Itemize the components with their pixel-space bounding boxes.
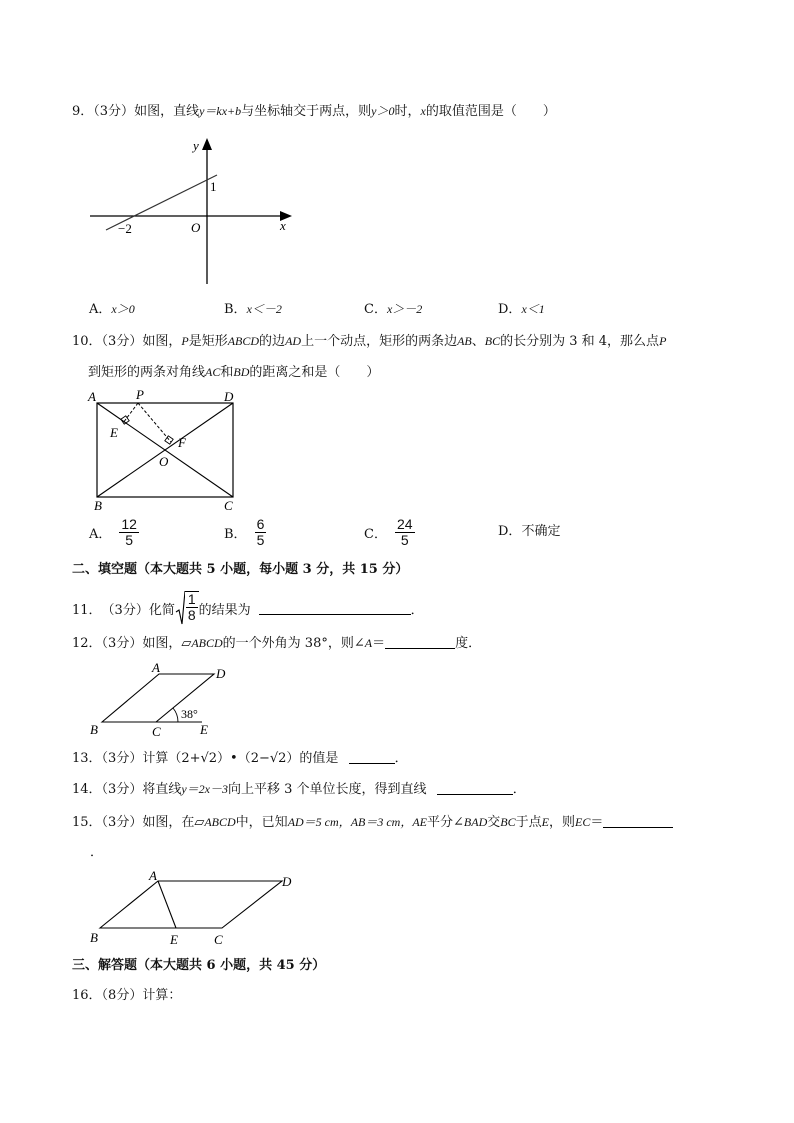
q14-answer-blank[interactable]: [437, 782, 513, 795]
question-score: （3分）: [101, 815, 143, 830]
section3-title: 三、解答题（本大题共 6 小题，共 45 分）: [72, 958, 326, 973]
point-e: E: [110, 425, 118, 440]
question-score: （3分）: [101, 782, 143, 797]
question-number: 12．: [72, 636, 102, 651]
y-axis-label: y: [193, 138, 199, 153]
question-number: 14．: [72, 782, 102, 797]
q12-stem: 12．（3分）如图，▱ABCD的一个外角为 38°，则∠A＝ 度．: [72, 636, 482, 651]
vertex-b: B: [90, 930, 98, 945]
q11-answer-blank[interactable]: [259, 602, 411, 615]
question-score: （3分）: [93, 104, 135, 119]
vertex-b: B: [90, 722, 98, 737]
vertex-a: A: [149, 868, 157, 883]
angle-label: 38°: [181, 707, 198, 721]
q11-stem: 11． （3分） 化简 $\frac{1}{8}$ 的结果为 ．: [72, 590, 424, 626]
vertex-a: A: [88, 389, 96, 404]
q10-option-d[interactable]: D．不确定: [498, 524, 561, 539]
section2-title: 二、填空题（本大题共 5 小题，每小题 3 分，共 15 分）: [72, 562, 409, 577]
vertex-d: D: [282, 874, 292, 889]
q15-end-period: ．: [90, 845, 104, 860]
question-number: 10．: [72, 334, 102, 349]
question-score: （3分）: [101, 636, 143, 651]
angle-arc: [173, 708, 178, 722]
q9-stem: 9．（3分）如图，直线y＝kx+b与坐标轴交于两点，则y＞0时，x的取值范围是（ ）: [72, 104, 556, 119]
question-score: （3分）: [101, 751, 143, 766]
question-score: （3分）: [101, 602, 149, 618]
question-number: 9．: [72, 104, 94, 119]
origin-label: O: [191, 220, 201, 235]
perpendicular-pe: [123, 403, 138, 423]
perpendicular-pf: [138, 403, 171, 442]
q16-stem: 16．（8分）计算：: [72, 988, 182, 1003]
question-number: 11．: [72, 602, 102, 618]
q13-answer-blank[interactable]: [349, 751, 395, 764]
q15-parallelogram-figure: [86, 868, 296, 948]
vertex-c: C: [224, 498, 233, 513]
q10-rectangle-figure: [84, 386, 244, 514]
q12-parallelogram-figure: [86, 660, 236, 738]
vertex-c: C: [214, 932, 223, 947]
q9-option-c[interactable]: C．x＞－2: [364, 302, 423, 317]
q9-option-b[interactable]: B．x＜－2: [224, 302, 282, 317]
question-score: （3分）: [101, 334, 143, 349]
q9-option-d[interactable]: D．x＜1: [498, 302, 545, 317]
bisector-ae: [158, 881, 176, 928]
point-f: F: [178, 435, 186, 450]
q10-option-b[interactable]: B． $\frac{6}{5}$: [224, 516, 265, 548]
q9-graph: [86, 132, 296, 288]
q10-stem-line1: 10．（3分）如图，P是矩形ABCD的边AD上一个动点，矩形的两条边AB、BC的长分别为 3 和 4，那么点P: [72, 334, 667, 349]
question-score: （8分）: [101, 988, 143, 1003]
q13-stem: 13．（3分）计算（2+√2）•（2−√2）的值是 ．: [72, 751, 408, 766]
q15-answer-blank[interactable]: [603, 815, 673, 828]
vertex-d: D: [224, 389, 234, 404]
q9-option-a[interactable]: A．x＞0: [89, 302, 135, 317]
question-number: 13．: [72, 751, 102, 766]
q10-option-a[interactable]: A． $\frac{12}{5}$: [89, 516, 137, 548]
vertex-b: B: [94, 498, 102, 513]
q12-answer-blank[interactable]: [385, 636, 455, 649]
y-axis-arrow: [202, 138, 212, 150]
sqrt-symbol: [175, 590, 185, 626]
y-intercept-label: 1: [210, 179, 217, 194]
q10-stem-line2: 到矩形的两条对角线AC和BD的距离之和是（ ）: [88, 365, 380, 380]
x-axis-label: x: [280, 218, 286, 233]
point-e: E: [170, 932, 178, 947]
point-o: O: [159, 454, 169, 469]
parallelogram-abcd: [100, 881, 282, 928]
point-p: P: [136, 387, 144, 402]
q15-stem: 15．（3分）如图，在▱ABCD中，已知AD＝5 cm，AB＝3 cm，AE平分∠BAD交BC于点E，则EC＝: [72, 814, 673, 831]
vertex-d: D: [216, 666, 226, 681]
point-e: E: [200, 722, 208, 737]
vertex-a: A: [152, 660, 160, 675]
right-angle-f: [165, 436, 173, 444]
q10-option-c[interactable]: C． $\frac{24}{5}$: [364, 516, 413, 548]
x-intercept-label: −2: [118, 221, 132, 236]
question-number: 16．: [72, 988, 102, 1003]
vertex-c: C: [152, 724, 161, 738]
q14-stem: 14．（3分）将直线y＝2x－3向上平移 3 个单位长度，得到直线 ．: [72, 782, 526, 797]
question-number: 15．: [72, 815, 102, 830]
